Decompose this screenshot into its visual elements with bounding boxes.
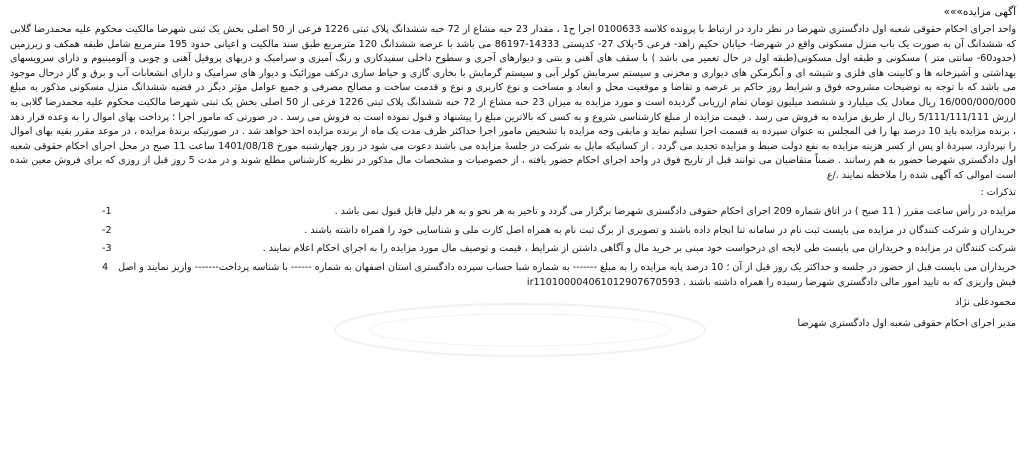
signer-title: مدیر اجرای احکام حقوقی شعبه اول دادگستری شهرضا — [797, 317, 1016, 329]
notice-body: واحد اجرای احکام حقوقی شعبه اول دادگستری شهرضا در نظر دارد در ارتباط با پرونده کلاسه 0100633 اجرا ح1 ، مقدار 23 حبه مشاع از 72 حبه ششدانگ پلاک ثبتی 1226 فرعی از 50 اصلی بخش یک ثبتی شهرضا مالکیت محکوم علیه محمدرضا گلابی که ششدانگ آن به صورت یک باب منزل مسکونی واقع در شهرضا- خیابان حکیم زاهد- فرعی 5-پلاک 27- کدپستی 14333-86197 می باشد با عرصه ششدانگ 120 مترمربع طبق سند مالکیت و اعیانی حدود 195 مترمربع شامل طبقه همکف و زیرزمین (حدود60- سانتی متر ) مسکونی و طبقه اول مسکونی(طبقه اول در حال تعمیر می باشد ) با سقف های آهنی و بتنی و دیوارهای آجری و سطوح داخلی سفیدکاری و رنگ آمیزی و سرامیک و دربهای پروفیل آهنی و چوبی و آلومینیوم و دارای سرویسهای بهداشتی و آشپزخانه ها و کابینت های فلزی و شیشه ای و آبگرمکن های دیواری و مخزنی و سیستم سرمایش کولر آبی و سیستم گرمایش با بخاری گازی و حیاط سازی درکف موزائیک و دیوار های سرامیک و دارای انشعابات آب و برق و گاز درحال موجود می باشد که با توجه به توضیحات مشروحه فوق و شرایط روز حاکم بر عرضه و تقاضا و موقعیت محل و ابعاد و مساحت و نوع کاربری و نوع و قدمت ساخت و مصالح مصرفی و جمیع عوامل مؤثر دیگر در قضیه ششدانگ منزل مسکونی مذکور به مبلغ 16/000/000/000 ریال معادل یک میلیارد و ششصد میلیون تومان تمام ارزیابی گردیده است و مورد مزایده به میزان 23 حبه مشاع از 72 حبه ششدانگ پلاک ثبتی 1226 فرعی از 50 اصلی بخش یک ثبتی شهرضا مالکیت محکوم علیه محمدرضا گلابی به ارزش 5/111/111/111 ریال از طریق مزایده به فروش می رسد . قیمت مزایده از مبلغ کارشناسی شروع و به کسی که بالاترین مبلغ را پیشنهاد و قبول نموده است به فروش می رسد . در صورتی که مامور اجرا ؛ پرداخت بهای اموال را به وعده قرار دهد ، برنده مزایده باید 10 درصد بها را فی المجلس به عنوان سپرده به قسمت اجرا تسلیم نماید و مابقی وجه مزایده با تشخیص مامور اجرا حداکثر ظرف مدت یک ماه از برنده مزایده اخذ خواهد شد . در صورتیکه برندۀ مزایده ، در موعد مقرر بقیه بهای اموال را نپردازد، سپردۀ او پس از کسر هزینه مزایده به نفع دولت ضبط و مزایده تجدید می گردد . از کسانیکه مایل به شرکت در جلسۀ مزایده می باشند دعوت می شود در روز چهارشنبه مورخ 1401/08/18 ساعت 11 صبح در محل اجرای احکام حقوقی شعبه اول دادگستری شهرضا حضور به هم رسانند . ضمناً متقاضیان می توانند قبل از تاریخ فوق در واحد اجرای احکام حضور یافته ، از خصوصیات و مشخصات مال مذکور در نظریه کارشناس مطلع شوند و در مدت 5 روز قبل از روزی که برای فروش معین شده است اموالی که آگهی شده را ملاحظه نمایند ./ع — [10, 24, 1017, 181]
note-item — [10, 242, 1016, 257]
note-item — [10, 224, 1016, 239]
note-text: خریداران و شرکت کنندگان در مزایده می بایست ثبت نام در سامانه ثنا انجام داده باشند و تصویری از برگ ثبت نام به همراه اصل کارت ملی و شناسایی خود را همراه داشته باشند . — [304, 224, 1016, 236]
notice-title: آگهی مزایده»»» — [943, 6, 1016, 18]
note-number: -2 — [102, 224, 112, 236]
note-item — [10, 261, 1016, 290]
note-number: -3 — [102, 243, 112, 255]
note-number: 4 — [102, 261, 109, 273]
notes-heading: تذکرات : — [980, 186, 1016, 198]
note-number: -1 — [102, 206, 112, 218]
note-text: شرکت کنندگان در مزایده و خریداران می بایست طی لایحه ای درخواست خود مبنی بر خرید مال و آگاهی داشتن از شرایط ، قیمت و توصیف مال مورد مزایده را به اجرای احکام اعلام نمایند . — [262, 243, 1016, 255]
note-text: خریداران می بایست قبل از حضور در جلسه و حداکثر یک روز قبل از آن ؛ 10 درصد پایه مزایده را به مبلغ ------- به شماره شبا حساب سپرده دادگستری استان اصفهان به شماره ------ با شناسه پرداخت------- واریز نمایند و اصل فیش واریزی که به تایید امور مالی دادگستری شهرضا رسیده را همراه داشته باشند . ir110100004061012907670593 — [118, 261, 1016, 288]
signer-name: محمودعلی نژاد — [955, 297, 1016, 309]
note-item — [10, 205, 1016, 220]
note-text: مزایده در رأس ساعت مقرر ( 11 صبح ) در اتاق شماره 209 اجرای احکام حقوقی دادگستری شهرضا برگزار می گردد و تاخیر به هر نحو و به هر دلیل قابل قبول نمی باشد . — [334, 206, 1016, 218]
